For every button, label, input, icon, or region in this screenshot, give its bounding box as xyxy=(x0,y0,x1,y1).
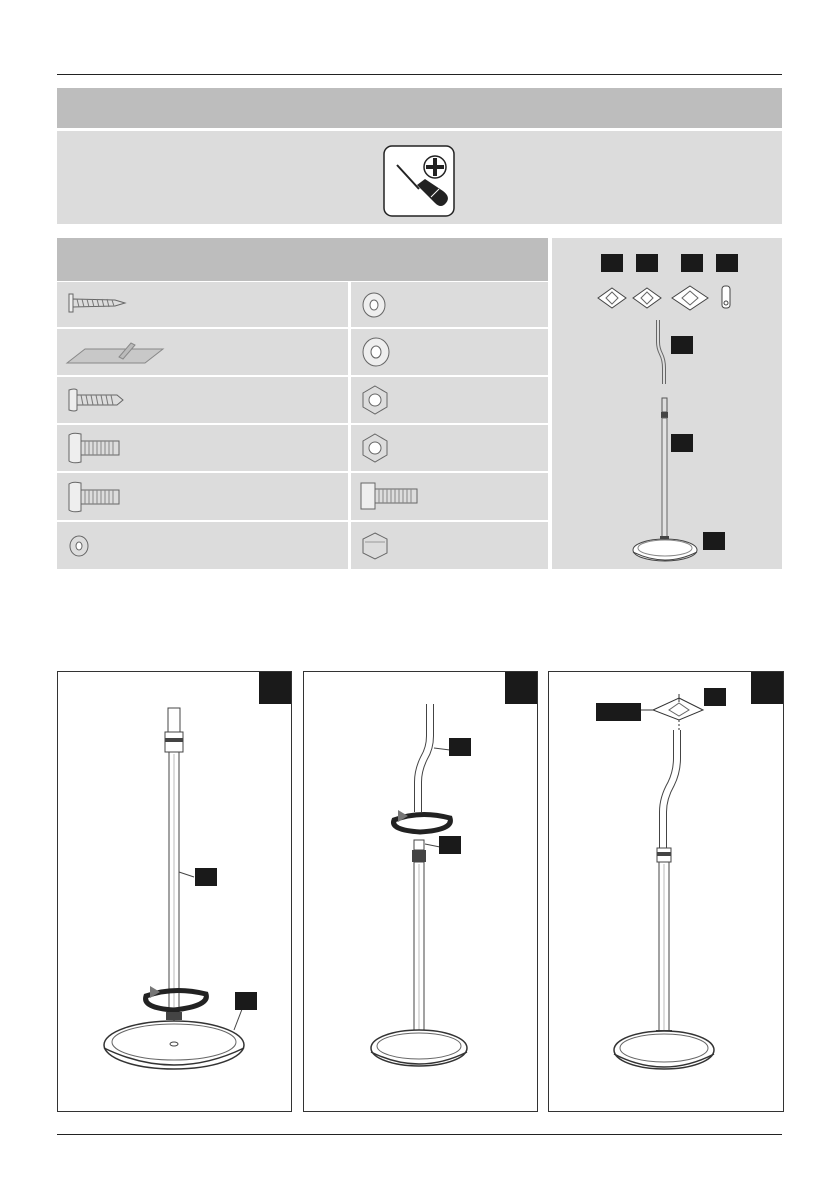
mounting-plates-icon xyxy=(594,284,744,312)
parts-row-right xyxy=(351,522,548,569)
parts-row-right xyxy=(351,473,548,520)
cap-nut-icon xyxy=(359,530,391,562)
bolt-icon xyxy=(359,481,421,511)
overview-panel xyxy=(552,238,782,569)
parts-row-left xyxy=(57,473,348,520)
overview-badge xyxy=(601,254,623,272)
overview-badge xyxy=(671,336,693,354)
parts-row-left xyxy=(57,282,348,327)
washer-icon xyxy=(359,335,393,369)
parts-row-right xyxy=(351,425,548,471)
step-callout xyxy=(439,836,461,854)
step-callout xyxy=(195,868,217,886)
small-washer-icon xyxy=(67,534,91,558)
upper-pole-icon xyxy=(652,318,672,388)
tools-panel xyxy=(57,131,782,224)
wood-screw-icon xyxy=(67,292,127,314)
adhesive-strip-icon xyxy=(65,339,165,367)
parts-row-right xyxy=(351,329,548,375)
step-2-illustration xyxy=(304,672,537,1111)
overview-badge xyxy=(716,254,738,272)
step-callout xyxy=(235,992,257,1010)
parts-row-left xyxy=(57,425,348,471)
hex-nut-icon xyxy=(359,432,391,464)
pan-head-screw-icon xyxy=(67,387,127,413)
parts-header-bar xyxy=(57,238,548,281)
parts-row-left xyxy=(57,377,348,423)
parts-row-right xyxy=(351,282,548,327)
step-callout xyxy=(449,738,471,756)
step-panel-2 xyxy=(303,671,538,1112)
machine-screw-icon xyxy=(67,480,123,514)
top-rule xyxy=(57,74,782,75)
overview-badge xyxy=(703,532,725,550)
step-1-illustration xyxy=(58,672,291,1111)
step-panel-3 xyxy=(548,671,784,1112)
step-callout xyxy=(704,688,726,706)
bottom-rule xyxy=(57,1134,782,1135)
overview-badge xyxy=(636,254,658,272)
hex-nut-icon xyxy=(359,384,391,416)
header-bar xyxy=(57,88,782,128)
step-callout xyxy=(596,703,641,721)
washer-icon xyxy=(359,290,389,320)
lower-pole-with-base-icon xyxy=(630,396,700,568)
step-3-illustration xyxy=(549,672,783,1111)
step-panel-1 xyxy=(57,671,292,1112)
machine-screw-icon xyxy=(67,431,123,465)
parts-row-left xyxy=(57,329,348,375)
parts-row-right xyxy=(351,377,548,423)
phillips-screwdriver-icon xyxy=(383,145,455,217)
parts-row-left xyxy=(57,522,348,569)
overview-badge xyxy=(681,254,703,272)
